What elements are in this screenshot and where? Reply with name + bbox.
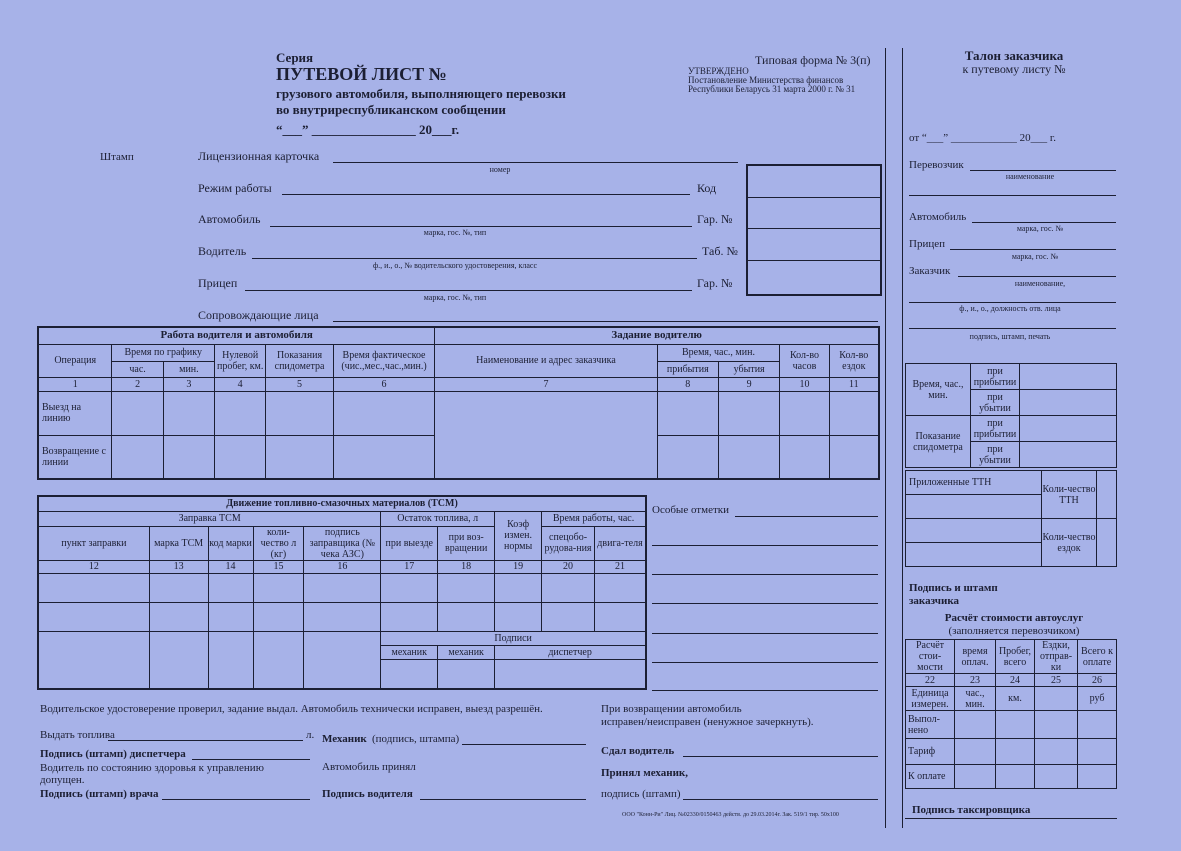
car-line[interactable] (270, 226, 692, 227)
spec-header: спецобо-рудова-ния (542, 526, 595, 560)
cell[interactable] (304, 573, 381, 602)
taxi-sign-label: Подпись таксировщика (912, 804, 1031, 816)
mechanic-line[interactable] (462, 744, 586, 745)
coupon-ttn-table (905, 470, 1117, 567)
gar2-label: Гар. № (697, 276, 733, 290)
coupon-trailer-label: Прицеп (909, 238, 945, 250)
calc-caption: (заполняется перевозчиком) (948, 625, 1080, 637)
cell[interactable] (1020, 442, 1117, 468)
work-title: Работа водителя и автомобиля (38, 327, 435, 344)
cell[interactable] (438, 573, 495, 602)
cell[interactable] (438, 602, 495, 631)
trailer-label: Прицеп (198, 276, 238, 290)
num: 16 (304, 560, 381, 573)
carrier-label: Перевозчик (909, 159, 964, 171)
gar-label: Гар. № (697, 212, 733, 226)
cell[interactable] (215, 435, 266, 479)
notes-line[interactable] (652, 603, 878, 604)
num: 9 (718, 377, 779, 391)
cell[interactable] (266, 391, 333, 435)
remain-header: Остаток топлива, л (381, 511, 495, 526)
taxi-sign-line[interactable] (905, 818, 1117, 819)
cell[interactable] (435, 391, 657, 479)
cell[interactable] (495, 602, 542, 631)
num: 7 (435, 377, 657, 391)
disp-header: диспетчер (495, 645, 646, 659)
num: 4 (215, 377, 266, 391)
task-title: Задание водителю (435, 327, 879, 344)
coupon-time-table (905, 363, 1117, 468)
row-exit: Выезд на линию (38, 391, 112, 435)
fuel-title: Движение топливно-смазочных материалов (ТСМ) (38, 496, 646, 511)
driver-caption: ф., и., о., № водительского удостоверения, класс (372, 261, 538, 270)
cell[interactable] (495, 659, 646, 689)
coupon-separator (885, 48, 886, 828)
coupon-arrive: при прибытии (971, 364, 1020, 390)
num: 21 (595, 560, 647, 573)
cell[interactable] (595, 573, 647, 602)
carrier-caption: наименование (1005, 172, 1055, 181)
cell[interactable] (829, 391, 879, 435)
code-label: Код (697, 181, 717, 195)
escort-label: Сопровождающие лица (198, 308, 319, 322)
num: 17 (381, 560, 438, 573)
cell[interactable] (333, 435, 435, 479)
cell[interactable] (955, 765, 996, 789)
col-time: Время, час., мин. (657, 344, 780, 361)
exit-header: при выезде (381, 526, 438, 560)
license-line[interactable] (333, 162, 738, 163)
fuel-issue-line[interactable] (108, 740, 303, 741)
cell[interactable] (208, 573, 253, 602)
calc-col-2: время оплач. (955, 640, 996, 674)
coupon-customer-line[interactable] (958, 276, 1116, 277)
code-header: код марки (208, 526, 253, 560)
mech2-header: механик (438, 645, 495, 659)
cell[interactable] (253, 573, 304, 602)
cell[interactable] (542, 573, 595, 602)
series-label: Серия (276, 50, 314, 65)
cell[interactable] (304, 631, 381, 689)
notes-line[interactable] (652, 662, 878, 663)
sign-stamp-label: подпись (штамп) (601, 788, 681, 800)
cell[interactable] (1020, 390, 1117, 416)
printer-info: ООО "Конн-Ри" Лиц. №02330/0150463 действ. до 29.03.2014г. Зак. 519/1 тир. 50х100 (622, 812, 839, 818)
engine-header: двига-теля (595, 526, 647, 560)
coupon-person-caption: ф., и., о., должность отв. лица (959, 304, 1061, 313)
calc-col-5: Всего к оплате (1078, 640, 1117, 674)
car-label: Автомобиль (198, 212, 261, 226)
cell[interactable] (1078, 711, 1117, 739)
unit-rub: руб (1078, 687, 1117, 711)
coupon-customer-label: Заказчик (909, 265, 951, 277)
num: 15 (253, 560, 304, 573)
cell[interactable] (381, 573, 438, 602)
col-hours: Кол-во часов (780, 344, 829, 377)
code-box-divider (746, 228, 880, 229)
qty-header: коли-чество л (кг) (253, 526, 304, 560)
num: 11 (829, 377, 879, 391)
sign-header: подпись заправщика (№ чека АЗС) (304, 526, 381, 560)
unit-km: км. (996, 687, 1035, 711)
cell[interactable] (149, 573, 208, 602)
cell[interactable] (208, 631, 253, 689)
point-header: пункт заправки (38, 526, 149, 560)
cell[interactable] (163, 391, 214, 435)
trips-qty-label: Коли-чество ездок (1042, 519, 1097, 567)
driver-line[interactable] (252, 258, 697, 259)
col-depart: убытия (718, 361, 779, 377)
cell[interactable] (333, 391, 435, 435)
coupon-customer-caption: наименование, (1014, 279, 1066, 288)
calc-col-1: Расчёт стои-мости (906, 640, 955, 674)
driver-sign-line[interactable] (420, 799, 586, 800)
health-text: Водитель по состоянию здоровья к управлению допущен. (40, 762, 264, 786)
trailer-caption: марка, гос. №, тип (423, 293, 487, 302)
coupon-car-line[interactable] (972, 222, 1116, 223)
tariff-label: Тариф (906, 739, 955, 765)
cell[interactable] (381, 602, 438, 631)
cell[interactable] (38, 602, 149, 631)
coupon-sign-line[interactable] (909, 328, 1116, 329)
cell[interactable] (1097, 519, 1117, 567)
cell[interactable] (215, 391, 266, 435)
coupon-odo-label: Показание спидометра (906, 416, 971, 468)
col-actual: Время фактическое (чис.,мес.,час.,мин.) (333, 344, 435, 377)
fuel-issue-label: Выдать топлива (40, 729, 115, 741)
brand-header: марка ТСМ (149, 526, 208, 560)
page-title: ПУТЕВОЙ ЛИСТ № (276, 64, 447, 84)
escort-line[interactable] (333, 321, 878, 322)
num: 24 (996, 674, 1035, 687)
form-number: Типовая форма № 3(п) (755, 53, 871, 67)
car-caption: марка, гос. №, тип (423, 228, 487, 237)
doctor-sign-label: Подпись (штамп) врача (40, 788, 159, 800)
cell[interactable] (542, 602, 595, 631)
cell[interactable] (906, 519, 1042, 543)
cell[interactable] (718, 435, 779, 479)
cell[interactable] (1078, 765, 1117, 789)
coupon-person-line[interactable] (909, 302, 1116, 303)
cell[interactable] (38, 573, 149, 602)
num: 10 (780, 377, 829, 391)
cell[interactable] (266, 435, 333, 479)
cell[interactable] (955, 711, 996, 739)
code-box-divider (746, 197, 880, 198)
cell[interactable] (495, 573, 542, 602)
cell[interactable] (1035, 765, 1078, 789)
mode-line[interactable] (282, 194, 690, 195)
coupon-title: Талон заказчика (964, 48, 1064, 63)
fuel-table (37, 495, 647, 690)
num: 3 (163, 377, 214, 391)
col-schedule: Время по графику (112, 344, 215, 361)
cell[interactable] (112, 435, 163, 479)
num: 6 (333, 377, 435, 391)
cell[interactable] (657, 435, 718, 479)
coupon-car-caption: марка, гос. № (1016, 224, 1064, 233)
num: 26 (1078, 674, 1117, 687)
unit-label: Единица измерен. (906, 687, 955, 711)
license-check-text: Водительское удостоверение проверил, задание выдал. Автомобиль технически исправен, выезд разрешён. (40, 703, 543, 715)
disp-sign-line[interactable] (192, 759, 310, 760)
approved-decree-2: Республики Беларусь 31 марта 2000 г. № 31 (688, 84, 856, 94)
mechanic-caption: (подпись, штампа) (372, 733, 460, 745)
cell[interactable] (996, 711, 1035, 739)
date-line: “___” ________________ 20___г. (276, 122, 460, 137)
cell[interactable] (595, 602, 647, 631)
num: 18 (438, 560, 495, 573)
cell[interactable] (438, 659, 495, 689)
stamp-label: Штамп (100, 151, 134, 163)
cell[interactable] (253, 631, 304, 689)
mech1-header: механик (381, 645, 438, 659)
cell[interactable] (112, 391, 163, 435)
col-operation: Операция (38, 344, 112, 377)
cell[interactable] (149, 631, 208, 689)
license-label: Лицензионная карточка (198, 149, 320, 163)
worktime-header: Время работы, час. (542, 511, 646, 526)
calc-col-4: Ездки, отправ-ки (1035, 640, 1078, 674)
coupon-separator-2 (902, 48, 903, 828)
cell[interactable] (780, 435, 829, 479)
cell[interactable] (1035, 739, 1078, 765)
cell[interactable] (253, 602, 304, 631)
cell[interactable] (1035, 687, 1078, 711)
car-accepted-label: Автомобиль принял (322, 761, 416, 773)
calc-col-3: Пробег, всего (996, 640, 1035, 674)
cell[interactable] (304, 602, 381, 631)
num: 5 (266, 377, 333, 391)
col-odometer: Показания спидометра (266, 344, 333, 377)
col-trips: Кол-во ездок (829, 344, 879, 377)
num: 8 (657, 377, 718, 391)
trailer-line[interactable] (245, 290, 692, 291)
notes-line[interactable] (652, 574, 878, 575)
license-caption: номер (489, 165, 511, 174)
cell[interactable] (906, 495, 1042, 519)
code-box-divider (746, 260, 880, 261)
coupon-subtitle: к путевому листу № (962, 62, 1066, 76)
row-return: Возвращение с линии (38, 435, 112, 479)
coupon-trailer-line[interactable] (950, 249, 1116, 250)
num: 19 (495, 560, 542, 573)
num: 2 (112, 377, 163, 391)
cell[interactable] (1035, 711, 1078, 739)
num: 22 (906, 674, 955, 687)
coupon-arrive-2: при прибытии (971, 416, 1020, 442)
handed-line[interactable] (683, 756, 878, 757)
subtitle-1: грузового автомобиля, выполняющего перевозки (276, 86, 566, 101)
num: 12 (38, 560, 149, 573)
doctor-sign-line[interactable] (162, 799, 310, 800)
approved-decree: Постановление Министерства финансов (688, 75, 844, 85)
ttn-label: Приложенные ТТН (906, 471, 1042, 495)
code-box-group (746, 164, 882, 296)
return-text: При возвращении автомобиль (601, 703, 742, 715)
topay-label: К оплате (906, 765, 955, 789)
num: 23 (955, 674, 996, 687)
cell[interactable] (1020, 416, 1117, 442)
cell[interactable] (381, 659, 438, 689)
num: 25 (1035, 674, 1078, 687)
coef-header: Коэф измен. нормы (495, 511, 542, 560)
return-text-2: исправен/неисправен (ненужное зачеркнуть). (601, 716, 814, 728)
coupon-depart-2: при убытии (971, 442, 1020, 468)
num: 1 (38, 377, 112, 391)
cell[interactable] (149, 602, 208, 631)
coupon-car-label: Автомобиль (909, 211, 967, 223)
col-zero-run: Нулевой пробег, км. (215, 344, 266, 377)
driver-sign-label: Подпись водителя (322, 788, 413, 800)
refuel-header: Заправка ТСМ (38, 511, 381, 526)
unit-hours: час., мин. (955, 687, 996, 711)
cell[interactable] (38, 631, 149, 689)
driver-label: Водитель (198, 244, 247, 258)
num: 13 (149, 560, 208, 573)
cell[interactable] (955, 739, 996, 765)
handed-label: Сдал водитель (601, 745, 675, 757)
cell[interactable] (996, 765, 1035, 789)
cell[interactable] (1020, 364, 1117, 390)
mode-label: Режим работы (198, 181, 272, 195)
coupon-date: от “___” ____________ 20___ г. (909, 132, 1056, 144)
cell[interactable] (1097, 471, 1117, 519)
num: 14 (208, 560, 253, 573)
cell[interactable] (996, 739, 1035, 765)
col-arrive: прибытия (657, 361, 718, 377)
sign-stamp-line[interactable] (683, 799, 878, 800)
coupon-time-label: Время, час., мин. (906, 364, 971, 416)
approved-label: УТВЕРЖДЕНО (688, 66, 749, 76)
return-header: при воз-вращении (438, 526, 495, 560)
cell[interactable] (780, 391, 829, 435)
tab-label: Таб. № (702, 244, 738, 258)
notes-line[interactable] (652, 690, 878, 691)
col-min-sched: мин. (163, 361, 214, 377)
cell[interactable] (718, 391, 779, 435)
cust-sign-label: Подпись и штамп заказчика (909, 582, 998, 607)
calc-table (905, 639, 1117, 789)
ttn-qty-label: Коли-чество ТТН (1042, 471, 1097, 519)
carrier-line[interactable] (970, 170, 1116, 171)
notes-line[interactable] (652, 633, 878, 634)
special-notes-label: Особые отметки (652, 504, 729, 516)
cell[interactable] (657, 391, 718, 435)
coupon-depart: при убытии (971, 390, 1020, 416)
carrier-line-2[interactable] (909, 195, 1116, 196)
notes-line[interactable] (652, 545, 878, 546)
disp-sign-label: Подпись (штамп) диспетчера (40, 748, 186, 760)
coupon-trailer-caption: марка, гос. № (1011, 252, 1059, 261)
coupon-sign-caption: подпись, штамп, печать (969, 332, 1051, 341)
liter-label: л. (306, 729, 315, 741)
num: 20 (542, 560, 595, 573)
mechanic-label: Механик (322, 733, 367, 745)
cell[interactable] (1078, 739, 1117, 765)
cell[interactable] (163, 435, 214, 479)
work-table (37, 326, 880, 480)
received-label: Принял механик, (601, 767, 688, 779)
calc-title: Расчёт стоимости автоуслуг (944, 612, 1084, 624)
col-hours-sched: час. (112, 361, 163, 377)
col-customer: Наименование и адрес заказчика (435, 344, 657, 377)
subtitle-2: во внутриреспубликанском сообщении (276, 102, 506, 117)
cell[interactable] (829, 435, 879, 479)
done-label: Выпол-нено (906, 711, 955, 739)
cell[interactable] (208, 602, 253, 631)
cell[interactable] (906, 543, 1042, 567)
signs-header: Подписи (381, 631, 646, 645)
notes-line[interactable] (735, 516, 878, 517)
